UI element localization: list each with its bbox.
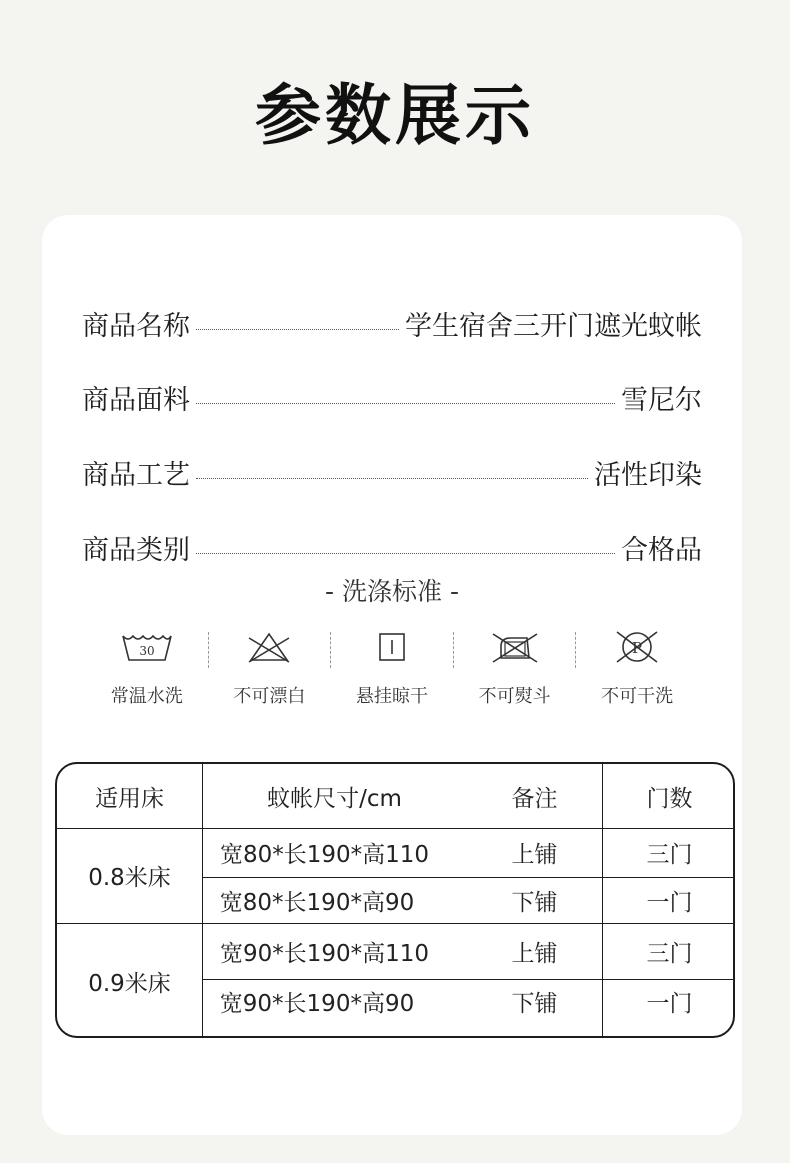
wash-item bbox=[576, 628, 698, 708]
param-label: 商品面料 bbox=[82, 385, 190, 416]
table-header-size: 蚊帐尺寸/cm bbox=[267, 785, 402, 812]
table-cell-doors: 一门 bbox=[646, 889, 693, 916]
wash-label: 悬挂晾干 bbox=[355, 686, 428, 707]
param-value: 合格品 bbox=[621, 535, 702, 566]
table-cell-note: 上铺 bbox=[511, 842, 558, 868]
wash-item bbox=[454, 628, 576, 708]
param-value: 雪尼尔 bbox=[621, 385, 702, 416]
param-value: 活性印染 bbox=[594, 460, 702, 491]
param-row-name bbox=[82, 303, 702, 343]
param-value: 学生宿舍三开门遮光蚊帐 bbox=[405, 311, 702, 342]
table-cell-bed: 0.9米床 bbox=[88, 971, 171, 997]
wash-label: 不可干洗 bbox=[601, 686, 674, 707]
param-label: 商品工艺 bbox=[82, 460, 190, 491]
table-cell-size: 宽90*长190*高90 bbox=[219, 990, 415, 1017]
param-row-fabric bbox=[82, 377, 702, 417]
wash-item bbox=[331, 628, 453, 708]
wash-icons-row bbox=[86, 628, 698, 708]
param-label: 商品名称 bbox=[82, 311, 190, 342]
param-row-craft bbox=[82, 452, 702, 492]
table-cell-size: 宽80*长190*高110 bbox=[219, 842, 430, 868]
param-row-category bbox=[82, 527, 702, 567]
wash-label: 不可熨斗 bbox=[478, 686, 551, 707]
params-card bbox=[42, 215, 742, 1135]
table-header-bed: 适用床 bbox=[95, 785, 164, 812]
table-cell-note: 上铺 bbox=[511, 940, 558, 967]
table-cell-note: 下铺 bbox=[511, 990, 558, 1017]
wash-label: 不可漂白 bbox=[233, 686, 306, 707]
table-cell-note: 下铺 bbox=[511, 889, 558, 916]
dotted-leader bbox=[196, 329, 399, 330]
dotted-leader bbox=[196, 403, 615, 404]
wash-item bbox=[209, 628, 331, 708]
table-cell-doors: 三门 bbox=[646, 842, 693, 868]
table-cell-size: 宽90*长190*高110 bbox=[219, 940, 430, 967]
table-header-note: 备注 bbox=[511, 785, 558, 812]
wash-label: 常温水洗 bbox=[110, 686, 183, 707]
table-cell-doors: 一门 bbox=[646, 990, 693, 1017]
size-table bbox=[55, 762, 735, 1038]
no-iron-icon bbox=[487, 628, 543, 666]
no-bleach-icon bbox=[241, 628, 297, 666]
wash-item bbox=[86, 628, 208, 708]
dotted-leader bbox=[196, 478, 588, 479]
no-dry-clean-icon bbox=[609, 628, 665, 666]
table-cell-doors: 三门 bbox=[646, 940, 693, 967]
table-cell-size: 宽80*长190*高90 bbox=[219, 889, 415, 916]
wash-section-title: - 洗涤标准 - bbox=[325, 577, 459, 606]
wash-temp: 30 bbox=[139, 644, 155, 658]
table-cell-bed: 0.8米床 bbox=[88, 865, 171, 891]
dotted-leader bbox=[196, 553, 615, 554]
page-title: 参数展示 bbox=[255, 77, 535, 154]
dry-clean-letter: P bbox=[632, 639, 643, 657]
table-header-doors: 门数 bbox=[646, 785, 693, 812]
wash-30-icon bbox=[119, 628, 175, 666]
param-label: 商品类别 bbox=[82, 535, 190, 566]
line-dry-icon bbox=[364, 628, 420, 666]
